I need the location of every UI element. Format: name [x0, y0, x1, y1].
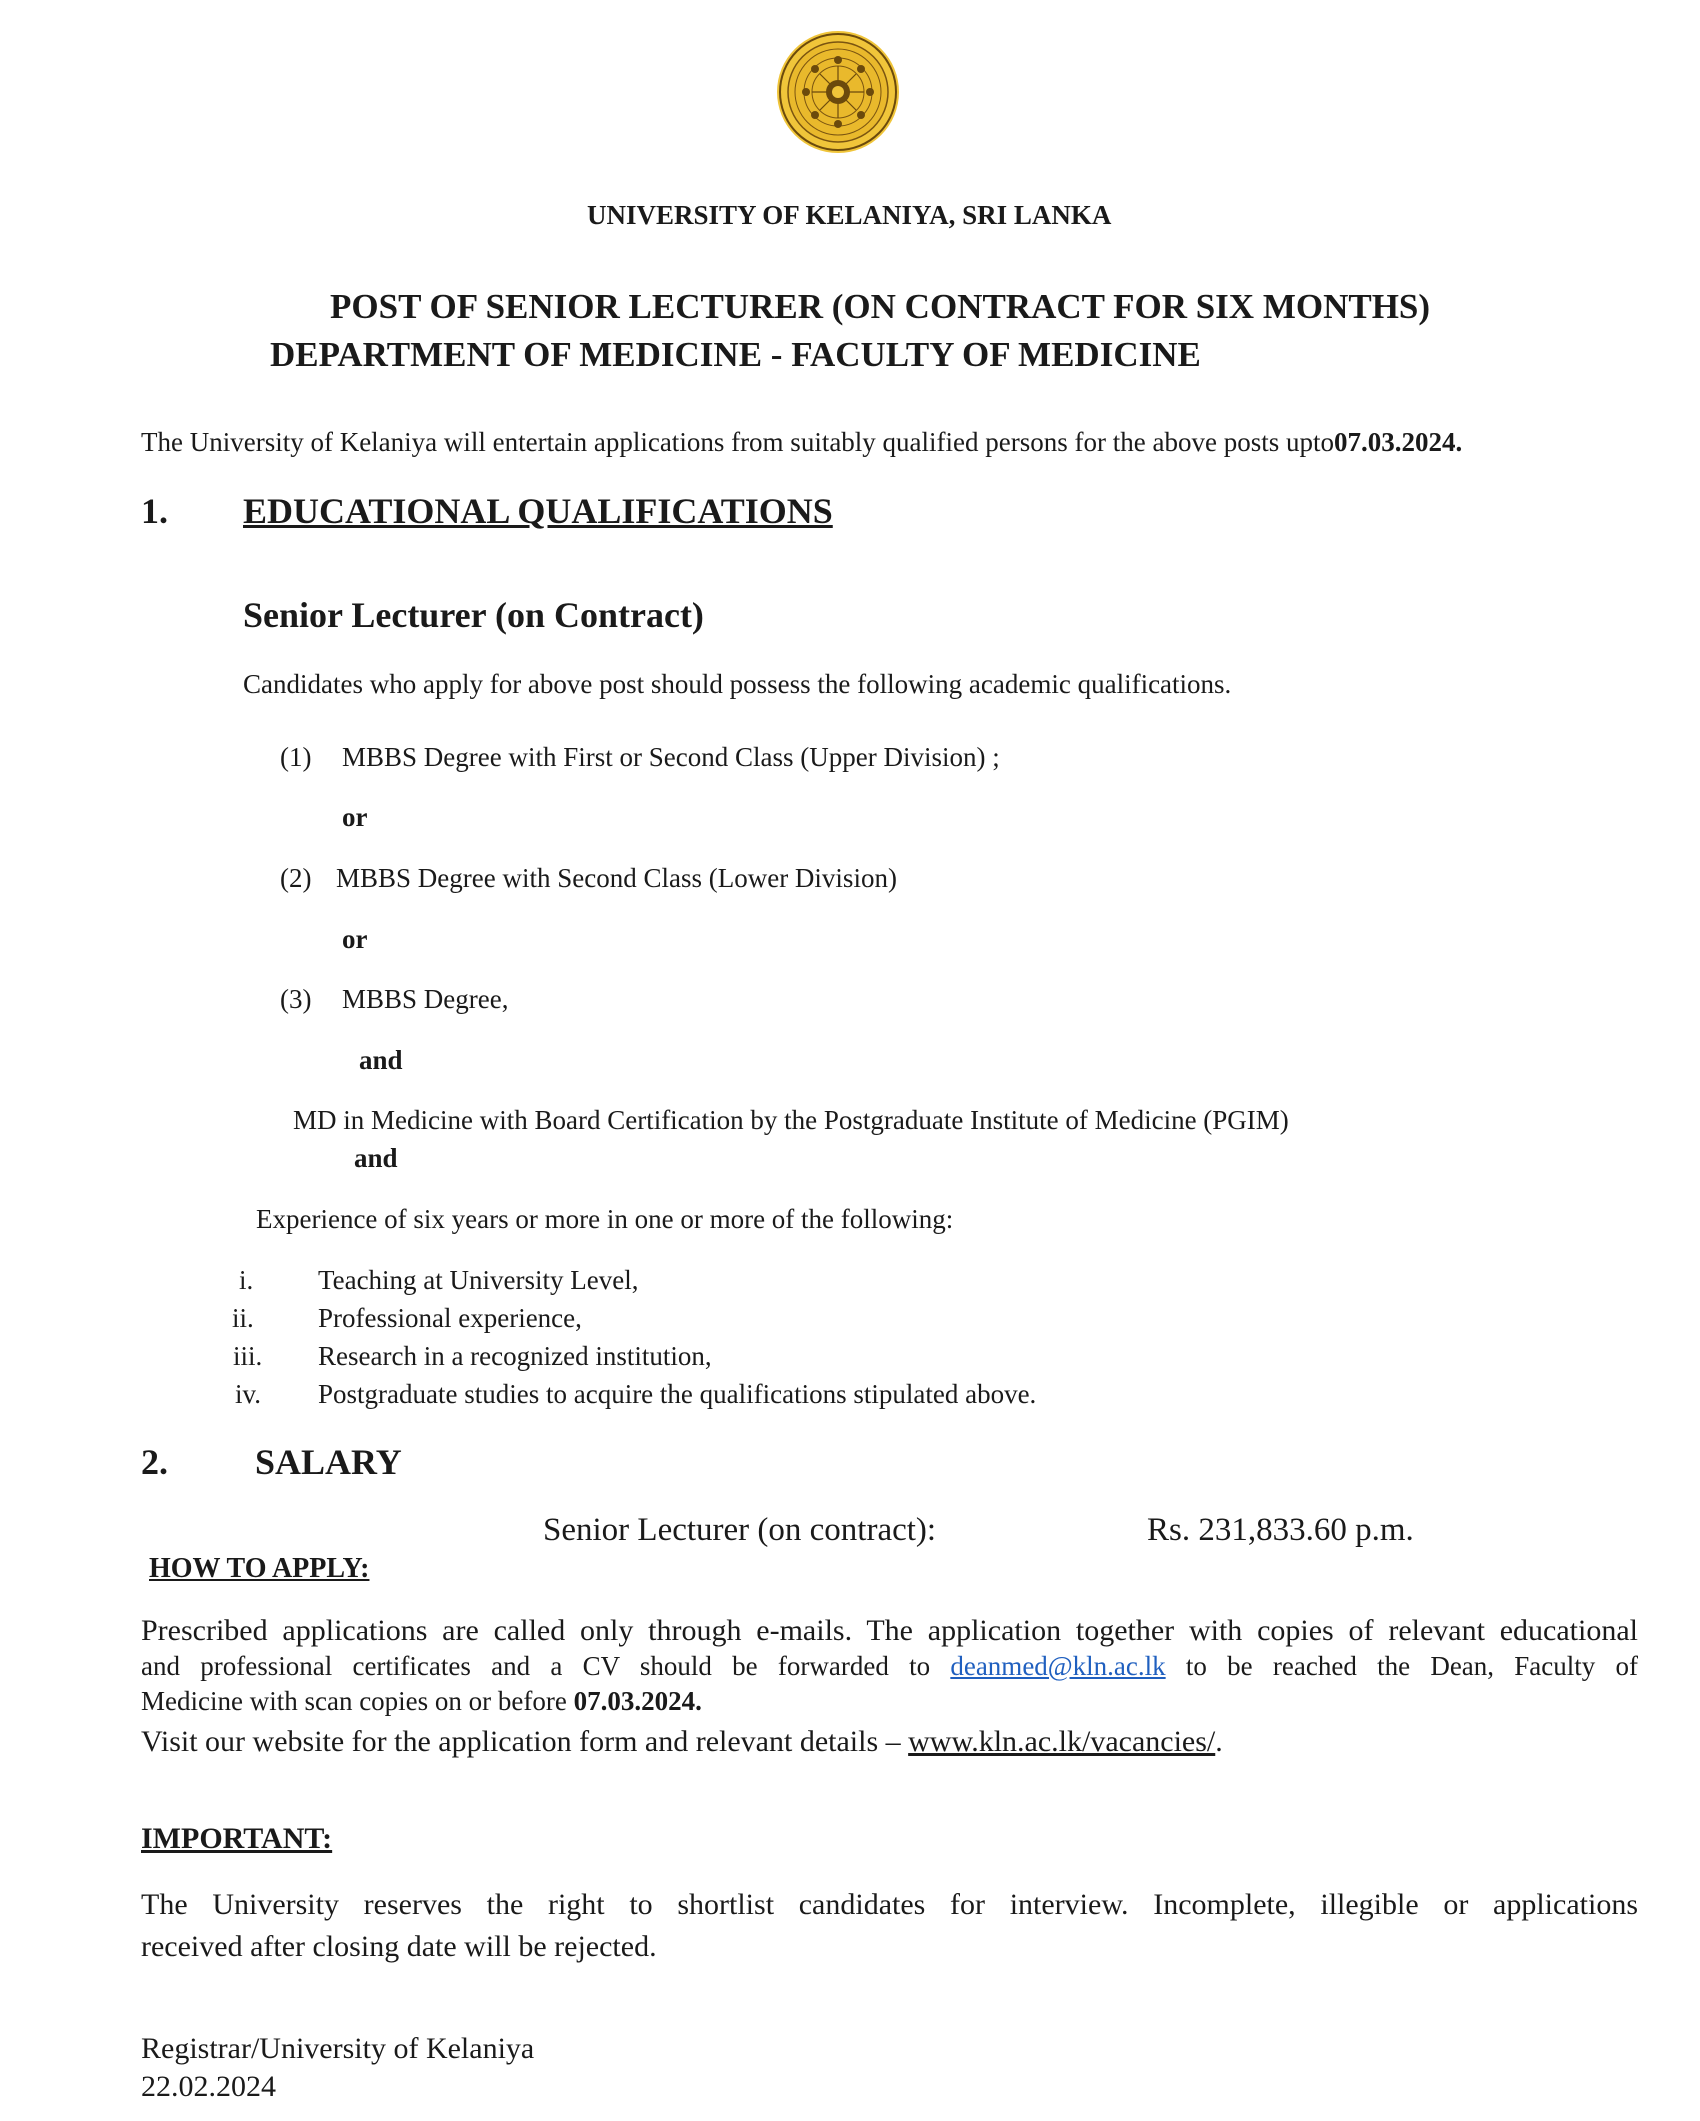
and-connector-2: and	[354, 1143, 398, 1173]
experience-item-2-number: ii.	[232, 1303, 254, 1333]
website-trailing-period: .	[1215, 1725, 1223, 1758]
how-to-apply-text-2a: and professional certificates and a CV should be forwarded to	[141, 1651, 931, 1681]
experience-item-3-text: Research in a recognized institution,	[318, 1341, 712, 1371]
experience-item-1-text: Teaching at University Level,	[318, 1265, 639, 1295]
experience-item-2-text: Professional experience,	[318, 1303, 582, 1333]
section1-heading: EDUCATIONAL QUALIFICATIONS	[243, 491, 833, 531]
section2-number: 2.	[141, 1442, 168, 1482]
how-to-apply-heading: HOW TO APPLY:	[149, 1553, 370, 1584]
application-deadline: 07.03.2024.	[573, 1686, 702, 1716]
signature-date: 22.02.2024	[141, 2070, 276, 2103]
option-1-text: MBBS Degree with First or Second Class (Upper Division) ;	[342, 742, 1000, 772]
or-connector-1: or	[342, 802, 368, 832]
experience-item-4-text: Postgraduate studies to acquire the qualifications stipulated above.	[318, 1379, 1037, 1409]
salary-post-label: Senior Lecturer (on contract):	[543, 1512, 937, 1548]
how-to-apply-text-1: Prescribed applications are called only through e-mails. The application together with copies of relevant educational	[141, 1614, 1638, 1647]
important-text-1: The University reserves the right to shortlist candidates for interview. Incomplete, illegible or applications	[141, 1888, 1638, 1921]
important-heading: IMPORTANT:	[141, 1822, 333, 1855]
experience-lead: Experience of six years or more in one or more of the following:	[256, 1204, 954, 1234]
section1-number: 1.	[141, 491, 168, 531]
department-title: DEPARTMENT OF MEDICINE - FACULTY OF MEDICINE	[270, 335, 1201, 374]
md-requirement: MD in Medicine with Board Certification by the Postgraduate Institute of Medicine (PGIM)	[293, 1105, 1289, 1135]
or-connector-2: or	[342, 924, 368, 954]
experience-item-1-number: i.	[239, 1265, 254, 1295]
how-to-apply-text-3: Medicine with scan copies on or before	[141, 1686, 567, 1716]
university-header: UNIVERSITY OF KELANIYA, SRI LANKA	[587, 200, 1112, 230]
university-seal-logo	[776, 30, 900, 154]
experience-item-4-number: iv.	[235, 1379, 261, 1409]
closing-date: 07.03.2024.	[1333, 427, 1463, 457]
how-to-apply-line-3	[141, 1686, 702, 1717]
and-connector-1: and	[359, 1045, 403, 1075]
post-name: Senior Lecturer (on Contract)	[243, 595, 704, 635]
section2-heading: SALARY	[255, 1442, 402, 1482]
how-to-apply-line-2	[141, 1651, 1638, 1682]
how-to-apply-line-4	[141, 1725, 1223, 1759]
option-2-number: (2)	[280, 863, 312, 893]
option-2-text: MBBS Degree with Second Class (Lower Division)	[336, 863, 897, 893]
important-line-2: received after closing date will be rejected.	[141, 1930, 657, 1963]
post-title: POST OF SENIOR LECTURER (ON CONTRACT FOR SIX MONTHS)	[330, 287, 1431, 326]
how-to-apply-line-1	[141, 1614, 1638, 1648]
qualifications-lead: Candidates who apply for above post should possess the following academic qualifications.	[243, 669, 1232, 699]
how-to-apply-text-2b: to be reached the Dean, Faculty of	[1185, 1651, 1639, 1681]
salary-amount: Rs. 231,833.60 p.m.	[1147, 1512, 1414, 1548]
website-text: Visit our website for the application form and relevant details –	[141, 1725, 901, 1758]
intro-paragraph	[141, 427, 1462, 458]
dean-email-link[interactable]: deanmed@kln.ac.lk	[950, 1651, 1166, 1681]
intro-text: The University of Kelaniya will entertain applications from suitably qualified persons for the above posts upto	[141, 427, 1334, 457]
important-line-1	[141, 1888, 1638, 1922]
signature-title: Registrar/University of Kelaniya	[141, 2032, 535, 2065]
option-1-number: (1)	[280, 742, 312, 772]
option-3-text: MBBS Degree,	[342, 984, 509, 1014]
option-3-number: (3)	[280, 984, 312, 1014]
website-link[interactable]: www.kln.ac.lk/vacancies/	[908, 1725, 1216, 1758]
experience-item-3-number: iii.	[233, 1341, 263, 1371]
